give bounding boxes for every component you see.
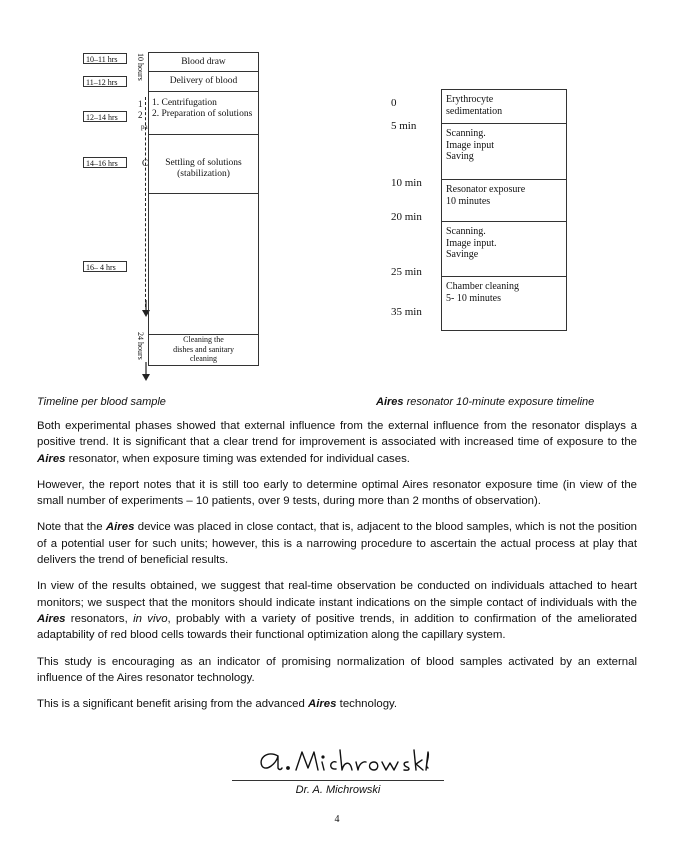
box-cleaning bbox=[148, 334, 259, 366]
time-label-4: 14–16 hrs bbox=[83, 157, 127, 168]
paragraph-4 bbox=[37, 578, 637, 643]
paragraph-3 bbox=[37, 519, 637, 568]
box-line: sedimentation bbox=[446, 105, 503, 117]
box-line: Blood draw bbox=[181, 57, 226, 67]
brand-name: Aires bbox=[37, 612, 66, 625]
signature-line bbox=[232, 780, 444, 781]
caption-right-text: resonator 10-minute exposure timeline bbox=[403, 396, 595, 408]
box-line: 5- 10 minutes bbox=[446, 292, 501, 304]
brand-name: Aires bbox=[105, 521, 135, 534]
time-5: 5 min bbox=[391, 120, 417, 132]
box-line: Savinge bbox=[446, 249, 479, 260]
text-run: resonators, bbox=[65, 612, 134, 625]
italic-text: in vivo bbox=[133, 612, 168, 625]
box-line: Chamber cleaning bbox=[446, 281, 520, 292]
box-line: Cleaning the bbox=[183, 335, 224, 344]
brand-name: Aires bbox=[37, 452, 66, 465]
box-delivery bbox=[148, 71, 259, 92]
body-text bbox=[37, 418, 637, 722]
time-label-5: 16– 4 hrs bbox=[83, 261, 127, 272]
side-mark-2: 2 bbox=[138, 110, 143, 120]
handwritten-signature bbox=[232, 738, 444, 778]
box-line: 2. Preparation of solutions bbox=[152, 109, 253, 119]
box-chamber-cleaning bbox=[441, 277, 567, 331]
box-line: cleaning bbox=[189, 354, 218, 363]
box-blood-draw bbox=[148, 52, 259, 72]
text-run: technology. bbox=[336, 698, 398, 711]
time-10: 10 min bbox=[391, 177, 422, 189]
time-0: 0 bbox=[391, 97, 397, 109]
time-25: 25 min bbox=[391, 266, 422, 278]
axis-bottom-label: 24 hours bbox=[136, 332, 145, 360]
box-line: Scanning. bbox=[446, 226, 486, 237]
axis-top-label: 10 hours bbox=[136, 53, 145, 81]
box-line: dishes and sanitary bbox=[173, 344, 234, 354]
time-label-3: 12–14 hrs bbox=[83, 111, 127, 122]
paragraph-6 bbox=[37, 696, 637, 712]
brand-name: Aires bbox=[376, 396, 404, 408]
signatory-name: Dr. A. Michrowski bbox=[295, 784, 381, 796]
time-label-1: 10–11 hrs bbox=[83, 53, 127, 64]
box-settling bbox=[148, 134, 259, 194]
box-line: Image input bbox=[446, 139, 495, 151]
box-resonator-exposure bbox=[441, 180, 567, 222]
box-line: 1. Centrifugation bbox=[152, 98, 217, 108]
text-run: , probably with a variety of positive trends, in addition to confirmation of the ameliorated adaptability of red blood cells towards their functional optimization along the capillary system. bbox=[37, 612, 637, 642]
caption-left: Timeline per blood sample bbox=[37, 396, 166, 408]
text-run: Note that the bbox=[37, 521, 106, 534]
box-line: Resonator exposure bbox=[446, 184, 526, 195]
box-line: Erythrocyte bbox=[446, 94, 494, 105]
time-35: 35 min bbox=[391, 306, 422, 318]
box-line: Saving bbox=[446, 151, 474, 162]
text-run: In view of the results obtained, we suggest that real-time observation be conducted on individuals attached to heart monitors; we suspect that the monitors should indicate instant indications on the simple contact of individuals with the bbox=[37, 580, 637, 609]
side-mark-3: pa bbox=[141, 123, 148, 131]
box-line: Settling of solutions bbox=[165, 158, 242, 168]
box-empty-period bbox=[148, 193, 259, 335]
time-20: 20 min bbox=[391, 211, 422, 223]
box-sedimentation bbox=[441, 89, 567, 124]
side-mark-1: 1 bbox=[138, 99, 143, 109]
dashed-timeline-axis bbox=[145, 97, 146, 307]
paragraph-2: However, the report notes that it is still too early to determine optimal Aires resonator exposure time (in view of the small number of experiments – 10 patients, over 9 tests, during more than 2 months of observation). bbox=[37, 478, 637, 508]
box-line: Delivery of blood bbox=[169, 76, 238, 86]
side-mark-4: C bbox=[142, 158, 149, 168]
brand-name: Aires bbox=[307, 698, 337, 711]
time-label-2: 11–12 hrs bbox=[83, 76, 127, 87]
text-run: This is a significant benefit arising from the advanced bbox=[37, 698, 308, 711]
text-run: Both experimental phases showed that external influence from the external influence from the resonator displays a positive trend. It is significant that a clear trend for improvement is associated with increased time of exposure to the bbox=[37, 420, 637, 449]
page-number: 4 bbox=[334, 814, 340, 825]
paragraph-1 bbox=[37, 418, 637, 467]
caption-right bbox=[376, 396, 594, 408]
box-centrifugation bbox=[148, 91, 259, 135]
box-line: Scanning. bbox=[446, 128, 486, 139]
box-line: (stabilization) bbox=[177, 169, 230, 179]
text-run: device was placed in close contact, that is, adjacent to the blood samples, which is not the position of a potential user for such units; however, this is a narrowing procedure to ascertain the actual process at play that delivers the trend of beneficial results. bbox=[37, 521, 638, 567]
box-line: 10 minutes bbox=[446, 195, 491, 207]
paragraph-5: This study is encouraging as an indicator of promising normalization of blood samples activated by an external influence of the Aires resonator technology. bbox=[37, 655, 637, 684]
text-run: resonator, when exposure timing was extended for individual cases. bbox=[65, 452, 410, 465]
box-scanning-1 bbox=[441, 124, 567, 180]
box-scanning-2 bbox=[441, 222, 567, 277]
box-line: Image input. bbox=[446, 237, 497, 249]
